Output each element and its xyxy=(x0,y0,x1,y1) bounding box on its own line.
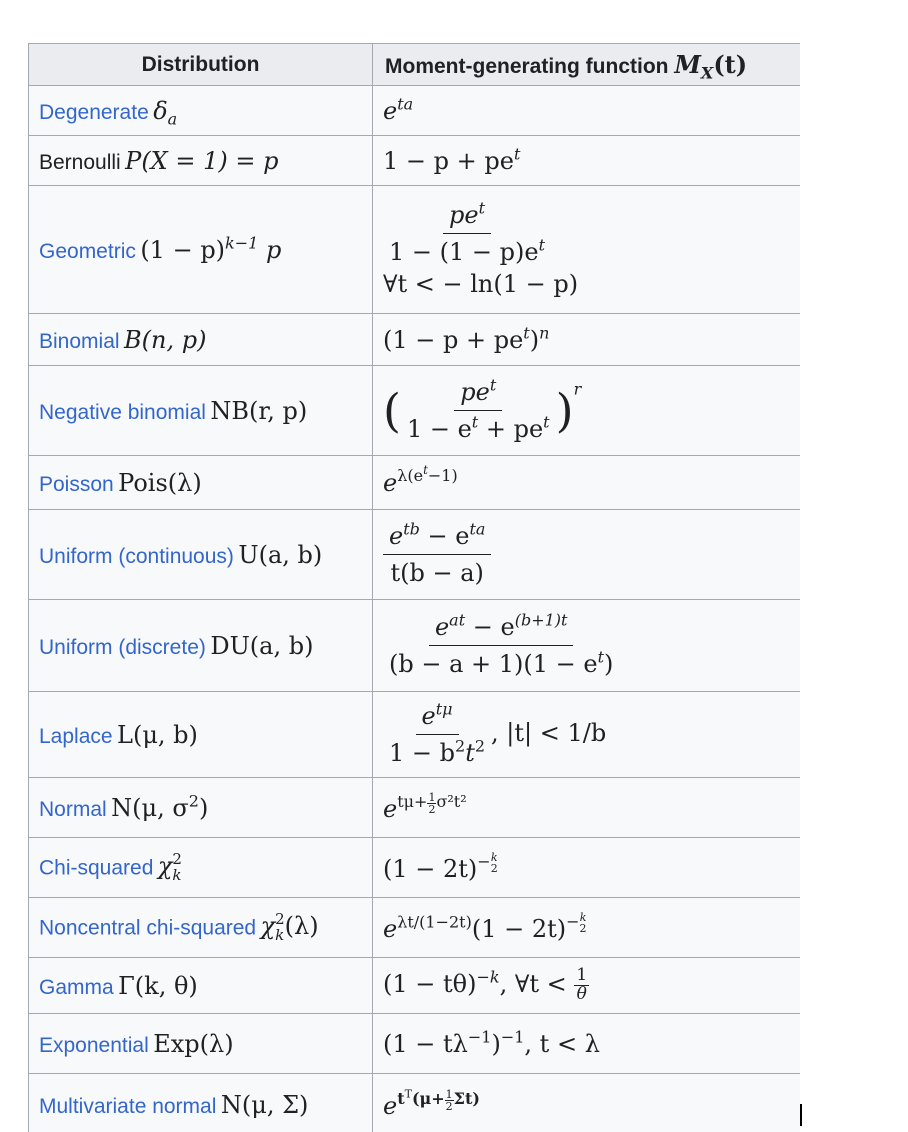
distribution-cell xyxy=(29,366,373,456)
mgf-formula: $e^{\lambda t/(1-2t)}(1 - 2t)^{- k 2}$ xyxy=(383,911,587,943)
mgf-cell xyxy=(373,1074,801,1132)
distribution-cell xyxy=(29,958,373,1014)
distribution-notation: Γ(k, θ) xyxy=(118,971,198,1000)
mgf-formula: $\frac{pe^t}{1 - (1 - p)e^t}$ ∀t < − ln(1 − p) xyxy=(383,198,579,298)
mgf-cell xyxy=(373,778,801,838)
distribution-link[interactable]: Poisson xyxy=(39,472,114,496)
mgf-cell xyxy=(373,692,801,778)
mgf-formula: $(1 - t\theta)^{-k}$, ∀t < $\frac{1}{\theta}$ xyxy=(383,965,588,1004)
distribution-notation: χ 2 k (λ) xyxy=(260,909,319,944)
distribution-notation: NB(r, p) xyxy=(210,396,308,425)
distribution-link[interactable]: Uniform (discrete) xyxy=(39,635,206,659)
mgf-cell xyxy=(373,456,801,510)
distribution-cell xyxy=(29,1014,373,1074)
distribution-notation: U(a, b) xyxy=(238,540,323,569)
mgf-header-text: Moment-generating function xyxy=(385,55,669,78)
distribution-name: Bernoulli xyxy=(39,150,121,174)
distribution-cell xyxy=(29,510,373,600)
distribution-cell xyxy=(29,186,373,314)
table-row xyxy=(29,186,801,314)
mgf-table xyxy=(28,43,800,1132)
distribution-notation: Pois(λ) xyxy=(118,468,202,497)
mgf-cell xyxy=(373,314,801,366)
distribution-notation: $\delta_a$ xyxy=(153,96,178,129)
distribution-link[interactable]: Binomial xyxy=(39,329,120,353)
mgf-header xyxy=(373,44,801,86)
mgf-formula: $\frac{e^{t\mu}}{1 - b^2t^2}$ , |t| < 1/b xyxy=(389,699,607,767)
mgf-formula: $1 - p + pe^t$ xyxy=(383,143,521,175)
mgf-condition: ∀t < − ln(1 − p) xyxy=(383,270,579,298)
mgf-formula: $e^{t\mu+ \frac{1}{2} \sigma^2t^2}$ xyxy=(383,791,467,823)
mgf-cell xyxy=(373,958,801,1014)
mgf-formula: $e^{t^T(\mu+ \frac{1}{2} \Sigma t)}$ xyxy=(383,1087,480,1120)
distribution-cell xyxy=(29,898,373,958)
mgf-cell xyxy=(373,600,801,692)
table-row xyxy=(29,898,801,958)
mgf-formula: $(1 - 2t)^{- k 2}$ xyxy=(383,851,498,883)
mgf-cell xyxy=(373,1014,801,1074)
distribution-cell xyxy=(29,136,373,186)
table-row xyxy=(29,778,801,838)
distribution-link[interactable]: Noncentral chi-squared xyxy=(39,916,257,939)
table-row xyxy=(29,958,801,1014)
distribution-notation: $(1 - p)^{k-1}$ p xyxy=(140,232,282,264)
distribution-link[interactable]: Negative binomial xyxy=(39,400,206,424)
distribution-link[interactable]: Laplace xyxy=(39,724,113,748)
mgf-cell xyxy=(373,510,801,600)
text-cursor xyxy=(800,1104,802,1126)
distribution-cell xyxy=(29,692,373,778)
distribution-notation: Exp(λ) xyxy=(153,1029,234,1058)
distribution-cell xyxy=(29,778,373,838)
distribution-notation: N(μ, Σ) xyxy=(220,1090,309,1119)
mgf-formula: ( $\frac{pe^t}{1 - e^t + pe^t}$ )$^r$ xyxy=(383,375,582,443)
distribution-link[interactable]: Degenerate xyxy=(39,100,149,124)
distribution-cell xyxy=(29,1074,373,1132)
distribution-notation: P(X = 1) = p xyxy=(125,146,279,175)
distribution-link[interactable]: Uniform (continuous) xyxy=(39,544,234,568)
mgf-cell xyxy=(373,136,801,186)
distribution-cell xyxy=(29,314,373,366)
distribution-cell xyxy=(29,86,373,136)
table-row xyxy=(29,600,801,692)
mgf-cell xyxy=(373,86,801,136)
mgf-header-symbol: $M_X(t)$ xyxy=(674,50,748,83)
table-row xyxy=(29,456,801,510)
mgf-formula: $\frac{e^{at} - e^{(b+1)t}}{(b - a + 1)(1 - e^t)}$ xyxy=(389,610,614,678)
table-row xyxy=(29,366,801,456)
distribution-link[interactable]: Exponential xyxy=(39,1033,149,1057)
distribution-notation: χ 2 k xyxy=(157,849,182,884)
table-row xyxy=(29,838,801,898)
mgf-formula: $e^{\lambda(e^t-1)}$ xyxy=(383,462,458,497)
distribution-link[interactable]: Multivariate normal xyxy=(39,1094,217,1118)
table-row xyxy=(29,314,801,366)
mgf-cell xyxy=(373,186,801,314)
mgf-table-viewport xyxy=(28,43,800,1132)
distribution-link[interactable]: Normal xyxy=(39,797,107,821)
mgf-formula: $e^{ta}$ xyxy=(383,93,414,125)
distribution-link[interactable]: Geometric xyxy=(39,239,136,263)
header-row xyxy=(29,44,801,86)
distribution-link[interactable]: Gamma xyxy=(39,975,114,999)
table-row xyxy=(29,1074,801,1132)
mgf-cell xyxy=(373,366,801,456)
table-row xyxy=(29,1014,801,1074)
distribution-notation: B(n, p) xyxy=(124,325,207,354)
distribution-notation: N(μ, $\sigma^2$) xyxy=(111,790,209,822)
distribution-link[interactable]: Chi-squared xyxy=(39,856,154,879)
distribution-notation: L(μ, b) xyxy=(117,720,198,749)
table-row xyxy=(29,136,801,186)
distribution-cell xyxy=(29,838,373,898)
mgf-formula: $(1 - t\lambda^{-1})^{-1}$, t < λ xyxy=(383,1026,600,1058)
mgf-formula: $(1 - p + pe^t)^n$ xyxy=(383,322,550,354)
distribution-header: Distribution xyxy=(29,44,373,86)
distribution-cell xyxy=(29,600,373,692)
distribution-notation: DU(a, b) xyxy=(210,631,314,660)
table-row xyxy=(29,510,801,600)
distribution-cell xyxy=(29,456,373,510)
mgf-cell xyxy=(373,838,801,898)
table-row xyxy=(29,86,801,136)
table-row xyxy=(29,692,801,778)
mgf-cell xyxy=(373,898,801,958)
mgf-formula: $\frac{e^{tb} - e^{ta}}{t(b - a)}$ xyxy=(383,539,491,567)
